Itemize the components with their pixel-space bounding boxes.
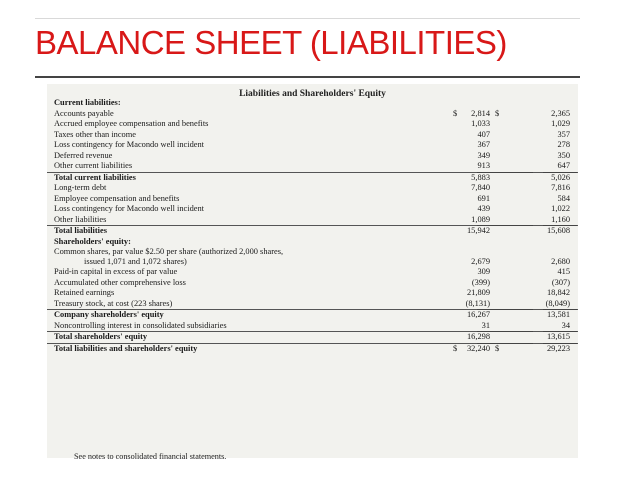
table-row bbox=[47, 109, 578, 120]
row-label: Loss contingency for Macondo well incident bbox=[54, 204, 205, 213]
value-current-year: 2,814 bbox=[471, 108, 490, 118]
value-current-year: 2,679 bbox=[471, 256, 490, 266]
value-prior-year: 584 bbox=[557, 193, 570, 203]
subtotal-rule bbox=[543, 343, 577, 344]
title-underline bbox=[35, 76, 580, 78]
currency-symbol: $ bbox=[453, 108, 458, 118]
subtotal-rule bbox=[543, 331, 577, 332]
row-label: Accrued employee compensation and benefits bbox=[54, 119, 209, 128]
row-label: Accumulated other comprehensive loss bbox=[54, 277, 186, 287]
subtotal-rule bbox=[477, 331, 533, 332]
table-row bbox=[47, 321, 578, 332]
value-current-year: 16,298 bbox=[466, 332, 490, 341]
value-current-year: 16,267 bbox=[466, 310, 490, 319]
value-prior-year: 29,223 bbox=[546, 343, 570, 353]
value-prior-year: 1,029 bbox=[551, 119, 570, 128]
row-label-line1: Common shares, par value $2.50 per share (authorized 2,000 shares, bbox=[54, 247, 284, 256]
table-title: Liabilities and Shareholders' Equity bbox=[239, 89, 386, 99]
value-current-year: 32,240 bbox=[466, 343, 490, 353]
value-prior-year: 350 bbox=[557, 150, 570, 160]
value-current-year: 31 bbox=[481, 320, 490, 330]
subtotal-rule bbox=[543, 309, 577, 310]
row-label: Current liabilities: bbox=[54, 98, 121, 107]
table-row bbox=[47, 215, 578, 226]
value-prior-year: 278 bbox=[557, 140, 570, 149]
table-row bbox=[47, 183, 578, 194]
table-row bbox=[47, 309, 578, 321]
value-current-year: 367 bbox=[477, 140, 490, 149]
row-label: Company shareholders' equity bbox=[54, 310, 164, 319]
row-label: Employee compensation and benefits bbox=[54, 193, 180, 203]
row-label: Accounts payable bbox=[54, 108, 114, 118]
value-prior-year: 13,581 bbox=[546, 310, 570, 319]
row-label: Long-term debt bbox=[54, 183, 107, 192]
subtotal-rule bbox=[477, 309, 533, 310]
row-label: Deferred revenue bbox=[54, 150, 113, 160]
value-current-year: 349 bbox=[477, 150, 490, 160]
table-row bbox=[47, 247, 578, 267]
row-label: Other liabilities bbox=[54, 214, 107, 224]
value-current-year: 5,883 bbox=[471, 172, 490, 182]
table-row bbox=[47, 299, 578, 310]
table-row bbox=[47, 288, 578, 299]
value-prior-year: (307) bbox=[551, 277, 570, 287]
currency-symbol: $ bbox=[495, 343, 500, 353]
table-row bbox=[47, 343, 578, 355]
value-prior-year: 15,608 bbox=[546, 226, 570, 235]
table-row bbox=[47, 194, 578, 205]
value-prior-year: 7,816 bbox=[551, 183, 570, 192]
value-current-year: 913 bbox=[477, 161, 490, 170]
footnote: See notes to consolidated financial statements. bbox=[74, 452, 227, 461]
currency-symbol: $ bbox=[495, 108, 500, 118]
subtotal-rule bbox=[543, 225, 577, 226]
row-label: Noncontrolling interest in consolidated subsidiaries bbox=[54, 320, 227, 330]
table-row bbox=[47, 204, 578, 215]
table-row bbox=[47, 331, 578, 343]
table-row bbox=[47, 119, 578, 130]
row-label: Shareholders' equity: bbox=[54, 236, 131, 246]
value-prior-year: 357 bbox=[557, 129, 570, 139]
row-label: Total shareholders' equity bbox=[54, 332, 148, 341]
table-row bbox=[47, 98, 578, 109]
value-prior-year: 5,026 bbox=[551, 172, 570, 182]
value-current-year: 21,809 bbox=[466, 288, 490, 297]
value-current-year: 691 bbox=[477, 193, 490, 203]
value-current-year: 407 bbox=[477, 129, 490, 139]
value-current-year: 309 bbox=[477, 267, 490, 276]
value-prior-year: 18,842 bbox=[546, 288, 570, 297]
table-row bbox=[47, 161, 578, 172]
table-row bbox=[47, 267, 578, 278]
table-row bbox=[47, 130, 578, 141]
table-row bbox=[47, 151, 578, 162]
value-current-year: 7,840 bbox=[471, 183, 490, 192]
value-current-year: (8,131) bbox=[465, 298, 490, 308]
value-current-year: 1,089 bbox=[471, 214, 490, 224]
value-current-year: (399) bbox=[471, 277, 490, 287]
table-row bbox=[47, 172, 578, 184]
value-current-year: 15,942 bbox=[466, 226, 490, 235]
value-prior-year: 34 bbox=[561, 320, 570, 330]
slide-title: BALANCE SHEET (LIABILITIES) bbox=[35, 24, 507, 61]
row-label bbox=[54, 247, 283, 266]
value-prior-year: 415 bbox=[557, 267, 570, 276]
row-label: Treasury stock, at cost (223 shares) bbox=[54, 298, 173, 308]
row-label-line2: issued 1,071 and 1,072 shares) bbox=[84, 256, 187, 266]
row-label: Loss contingency for Macondo well incident bbox=[54, 140, 205, 149]
subtotal-rule bbox=[543, 172, 577, 173]
subtotal-rule bbox=[477, 343, 533, 344]
row-label: Paid-in capital in excess of par value bbox=[54, 267, 178, 276]
row-label: Taxes other than income bbox=[54, 129, 136, 139]
table-row bbox=[47, 278, 578, 289]
row-label: Total current liabilities bbox=[54, 172, 136, 182]
value-current-year: 1,033 bbox=[471, 119, 490, 128]
row-label: Total liabilities bbox=[54, 226, 107, 235]
value-prior-year: 13,615 bbox=[546, 332, 570, 341]
currency-symbol: $ bbox=[453, 343, 458, 353]
subtotal-rule bbox=[477, 225, 533, 226]
row-label: Retained earnings bbox=[54, 288, 115, 297]
value-prior-year: (8,049) bbox=[545, 298, 570, 308]
row-label: Other current liabilities bbox=[54, 161, 133, 170]
value-current-year: 439 bbox=[477, 204, 490, 213]
value-prior-year: 1,160 bbox=[551, 214, 570, 224]
value-prior-year: 647 bbox=[557, 161, 570, 170]
value-prior-year: 1,022 bbox=[551, 204, 570, 213]
table-row bbox=[47, 225, 578, 237]
top-divider bbox=[35, 18, 580, 19]
table-row bbox=[47, 237, 578, 248]
row-label: Total liabilities and shareholders' equity bbox=[54, 343, 198, 353]
table-rows bbox=[47, 98, 578, 354]
table-row bbox=[47, 140, 578, 151]
value-prior-year: 2,365 bbox=[551, 108, 570, 118]
subtotal-rule bbox=[477, 172, 533, 173]
balance-sheet-table bbox=[47, 84, 578, 461]
value-prior-year: 2,680 bbox=[551, 256, 570, 266]
